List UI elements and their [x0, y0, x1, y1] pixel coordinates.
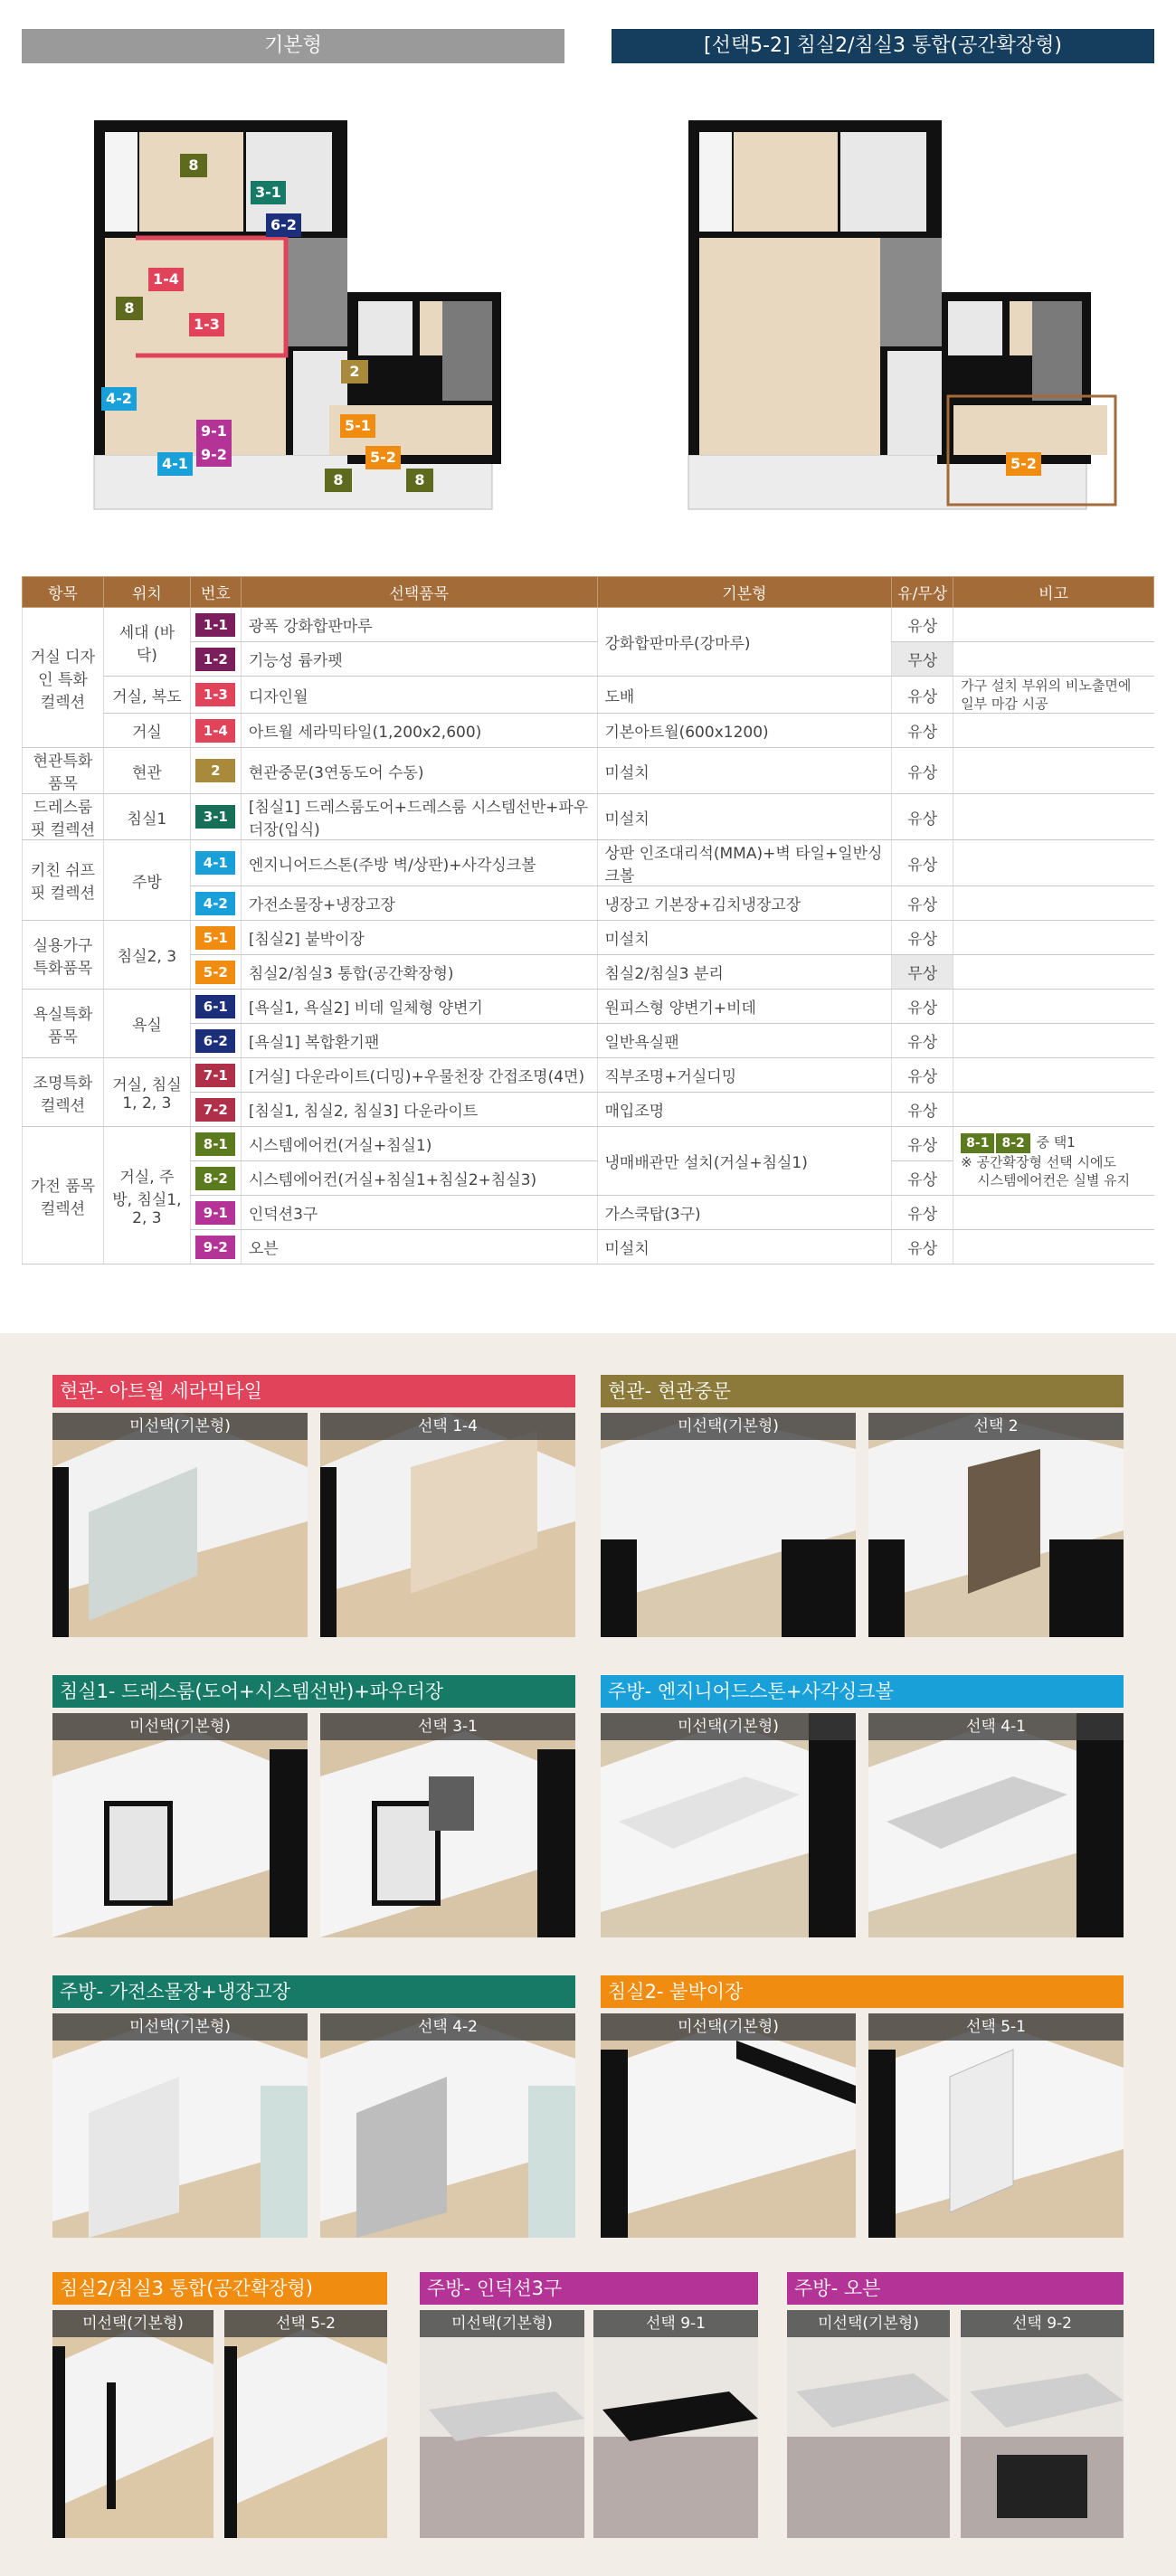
table-header-row	[23, 577, 1154, 608]
option-badge: 3-1	[195, 805, 235, 829]
plan-tag-8d: 8	[406, 469, 433, 492]
table-row	[23, 748, 1154, 794]
render-label: 선택 4-2	[320, 2013, 575, 2041]
table-row	[23, 990, 1154, 1024]
table-row	[23, 1058, 1154, 1093]
render-label: 선택 5-1	[868, 2013, 1124, 2041]
fee-cell: 유상	[892, 714, 953, 748]
table-row	[23, 1230, 1154, 1264]
render-before	[787, 2310, 950, 2538]
location-cell: 거실, 침실1, 2, 3	[103, 1058, 190, 1127]
item-cell: 현관중문(3연동도어 수동)	[241, 748, 597, 794]
item-cell: 시스템에어컨(거실+침실1)	[241, 1127, 597, 1161]
panel-artwall	[52, 1375, 575, 1637]
note-cell	[953, 1058, 1154, 1093]
item-cell: 엔지니어드스톤(주방 벽/상판)+사각싱크볼	[241, 840, 597, 886]
option-badge: 4-1	[195, 851, 235, 875]
note-cell	[953, 955, 1154, 990]
fee-cell: 유상	[892, 921, 953, 955]
note-cell	[953, 642, 1154, 677]
render-after	[224, 2310, 387, 2538]
table-row	[23, 1127, 1154, 1161]
category-cell: 거실 디자인 특화 컬렉션	[23, 608, 104, 748]
item-cell: 디자인월	[241, 677, 597, 714]
location-cell: 거실	[103, 714, 190, 748]
option-badge: 6-1	[195, 995, 235, 1018]
render-label: 선택 9-2	[961, 2310, 1124, 2337]
base-cell: 도배	[597, 677, 892, 714]
item-cell: [욕실1, 욕실2] 비데 일체형 양변기	[241, 990, 597, 1024]
note-cell	[953, 1230, 1154, 1264]
item-cell: 광폭 강화합판마루	[241, 608, 597, 642]
render-label: 미선택(기본형)	[52, 2013, 308, 2041]
fee-cell: 유상	[892, 748, 953, 794]
option-badge: 1-2	[195, 648, 235, 671]
ac-note-line1: 중 택1	[1036, 1133, 1076, 1151]
table-row	[23, 714, 1154, 748]
base-cell: 미설치	[597, 794, 892, 840]
location-cell: 침실2, 3	[103, 921, 190, 990]
fee-cell: 유상	[892, 1093, 953, 1127]
table-row	[23, 794, 1154, 840]
header-fee: 유/무상	[892, 577, 953, 608]
render-label: 미선택(기본형)	[52, 1713, 308, 1740]
header-number: 번호	[190, 577, 241, 608]
item-cell: 인덕션3구	[241, 1196, 597, 1230]
render-label: 미선택(기본형)	[52, 2310, 213, 2337]
base-cell: 강화합판마루(강마루)	[597, 608, 892, 677]
panel-entrance-door	[601, 1375, 1124, 1637]
panel-induction	[420, 2272, 758, 2538]
expanded-floor-plan	[612, 116, 1154, 532]
render-before	[601, 1713, 856, 1937]
plan-tag-9-2: 9-2	[196, 443, 232, 467]
option-badge: 1-1	[195, 613, 235, 637]
table-row	[23, 642, 1154, 677]
render-label: 미선택(기본형)	[787, 2310, 950, 2337]
option-badge: 9-1	[195, 1201, 235, 1225]
render-label: 선택 1-4	[320, 1413, 575, 1440]
table-row	[23, 1024, 1154, 1058]
render-label: 선택 3-1	[320, 1713, 575, 1740]
render-before	[601, 2013, 856, 2238]
basic-plan-title: 기본형	[22, 29, 564, 63]
expanded-plan	[612, 29, 1154, 532]
header-category: 항목	[23, 577, 104, 608]
ac-note-badge-2: 8-2	[996, 1133, 1029, 1153]
render-label: 선택 5-2	[224, 2310, 387, 2337]
note-cell	[953, 886, 1154, 921]
category-cell: 드레스룸 핏 컬렉션	[23, 794, 104, 840]
fee-cell: 유상	[892, 1196, 953, 1230]
plan-tag-5-2: 5-2	[1006, 452, 1041, 476]
base-cell: 미설치	[597, 921, 892, 955]
note-cell	[953, 748, 1154, 794]
render-before	[420, 2310, 584, 2538]
base-cell: 기본아트월(600x1200)	[597, 714, 892, 748]
category-cell: 실용가구 특화품목	[23, 921, 104, 990]
render-label: 미선택(기본형)	[601, 1713, 856, 1740]
plan-tag-1-4: 1-4	[148, 268, 184, 291]
render-before	[601, 1413, 856, 1637]
location-cell: 침실1	[103, 794, 190, 840]
table-row	[23, 1093, 1154, 1127]
render-before	[52, 1413, 308, 1637]
fee-cell: 유상	[892, 840, 953, 886]
location-cell: 거실, 주방, 침실1, 2, 3	[103, 1127, 190, 1264]
expanded-plan-title: [선택5-2] 침실2/침실3 통합(공간확장형)	[612, 29, 1154, 63]
base-cell: 냉장고 기본장+김치냉장고장	[597, 886, 892, 921]
base-cell: 가스쿡탑(3구)	[597, 1196, 892, 1230]
table-row	[23, 921, 1154, 955]
item-cell: 아트월 세라믹타일(1,200x2,600)	[241, 714, 597, 748]
note-cell: 가구 설치 부위의 비노출면에 일부 마감 시공	[953, 677, 1154, 714]
render-after	[320, 1713, 575, 1937]
header-note: 비고	[953, 577, 1154, 608]
render-label: 선택 9-1	[593, 2310, 758, 2337]
basic-plan	[22, 29, 564, 532]
location-cell: 세대 (바닥)	[103, 608, 190, 677]
item-cell: [욕실1] 복합환기팬	[241, 1024, 597, 1058]
category-cell: 현관특화 품목	[23, 748, 104, 794]
note-cell	[953, 714, 1154, 748]
table-row	[23, 1196, 1154, 1230]
table-row	[23, 886, 1154, 921]
item-cell: [침실2] 붙박이장	[241, 921, 597, 955]
render-label: 선택 4-1	[868, 1713, 1124, 1740]
option-badge: 4-2	[195, 892, 235, 915]
base-cell: 원피스형 양변기+비데	[597, 990, 892, 1024]
fee-cell: 유상	[892, 1024, 953, 1058]
base-cell: 매입조명	[597, 1093, 892, 1127]
render-label: 미선택(기본형)	[420, 2310, 584, 2337]
header-location: 위치	[103, 577, 190, 608]
panel-bedroom-merge	[52, 2272, 387, 2538]
plan-tag-4-2: 4-2	[101, 387, 137, 411]
panel-title: 주방- 엔지니어드스톤+사각싱크볼	[601, 1675, 1124, 1708]
item-cell: 침실2/침실3 통합(공간확장형)	[241, 955, 597, 990]
plan-tag-2: 2	[341, 360, 368, 384]
table-row	[23, 608, 1154, 642]
plan-tag-6-2: 6-2	[266, 213, 301, 237]
panel-title: 현관- 아트월 세라믹타일	[52, 1375, 575, 1407]
base-cell: 일반욕실팬	[597, 1024, 892, 1058]
render-label: 미선택(기본형)	[601, 2013, 856, 2041]
note-cell	[953, 921, 1154, 955]
fee-cell: 유상	[892, 677, 953, 714]
option-badge: 8-1	[195, 1132, 235, 1156]
panel-title: 주방- 인덕션3구	[420, 2272, 758, 2305]
fee-cell: 유상	[892, 1127, 953, 1161]
render-after	[868, 1713, 1124, 1937]
plan-tag-8b: 8	[116, 297, 143, 320]
fee-cell: 유상	[892, 886, 953, 921]
note-cell	[953, 1024, 1154, 1058]
fee-cell: 무상	[892, 955, 953, 990]
fee-cell: 유상	[892, 1230, 953, 1264]
item-cell: 시스템에어컨(거실+침실1+침실2+침실3)	[241, 1161, 597, 1196]
render-before	[52, 1713, 308, 1937]
panel-title: 주방- 오븐	[787, 2272, 1124, 2305]
option-badge: 7-1	[195, 1064, 235, 1087]
comparison-section	[0, 1333, 1176, 2576]
floor-plan-drawing	[612, 116, 1154, 532]
panel-dressroom	[52, 1675, 575, 1937]
location-cell: 현관	[103, 748, 190, 794]
panel-title: 주방- 가전소물장+냉장고장	[52, 1975, 575, 2008]
render-after	[868, 2013, 1124, 2238]
base-cell: 미설치	[597, 748, 892, 794]
panel-kitchen-stone	[601, 1675, 1124, 1937]
plan-tag-9-1: 9-1	[196, 420, 232, 443]
render-before	[52, 2013, 308, 2238]
option-badge: 2	[195, 759, 235, 782]
header-item: 선택품목	[241, 577, 597, 608]
note-cell	[953, 1196, 1154, 1230]
item-cell: 오븐	[241, 1230, 597, 1264]
fee-cell: 유상	[892, 1058, 953, 1093]
item-cell: 가전소물장+냉장고장	[241, 886, 597, 921]
panel-title: 현관- 현관중문	[601, 1375, 1124, 1407]
category-cell: 키친 쉬프핏 컬렉션	[23, 840, 104, 921]
base-cell: 직부조명+거실디밍	[597, 1058, 892, 1093]
render-after	[320, 2013, 575, 2238]
base-cell: 미설치	[597, 1230, 892, 1264]
render-label: 미선택(기본형)	[52, 1413, 308, 1440]
note-cell	[953, 840, 1154, 886]
floor-plan-drawing	[22, 116, 564, 532]
option-badge: 6-2	[195, 1029, 235, 1053]
location-cell: 욕실	[103, 990, 190, 1058]
panel-bedroom2-closet	[601, 1975, 1124, 2238]
category-cell: 조명특화 컬렉션	[23, 1058, 104, 1127]
ac-note-line2: ※ 공간확장형 선택 시에도	[961, 1153, 1116, 1170]
plan-tag-8c: 8	[325, 469, 352, 492]
render-after	[593, 2310, 758, 2538]
option-badge: 5-1	[195, 926, 235, 950]
note-cell	[953, 990, 1154, 1024]
base-cell: 냉매배관만 설치(거실+침실1)	[597, 1127, 892, 1196]
fee-cell: 유상	[892, 794, 953, 840]
render-label: 미선택(기본형)	[601, 1413, 856, 1440]
item-cell: [침실1] 드레스룸도어+드레스룸 시스템선반+파우더장(입식)	[241, 794, 597, 840]
location-cell: 주방	[103, 840, 190, 921]
item-cell: [침실1, 침실2, 침실3] 다운라이트	[241, 1093, 597, 1127]
plan-tag-4-1: 4-1	[157, 452, 193, 476]
option-badge: 5-2	[195, 961, 235, 984]
base-cell: 상판 인조대리석(MMA)+벽 타일+일반싱크볼	[597, 840, 892, 886]
render-before	[52, 2310, 213, 2538]
render-after	[961, 2310, 1124, 2538]
category-cell: 가전 품목 컬렉션	[23, 1127, 104, 1264]
note-cell	[953, 608, 1154, 642]
fee-cell: 유상	[892, 1161, 953, 1196]
note-cell	[953, 1093, 1154, 1127]
plan-tag-8a: 8	[180, 154, 207, 177]
render-label: 선택 2	[868, 1413, 1124, 1440]
fee-cell: 무상	[892, 642, 953, 677]
note-cell	[953, 794, 1154, 840]
plan-tag-1-3: 1-3	[189, 313, 224, 336]
option-badge: 9-2	[195, 1236, 235, 1259]
options-table	[22, 576, 1154, 1264]
ac-note-cell	[953, 1127, 1154, 1196]
panel-title: 침실2- 붙박이장	[601, 1975, 1124, 2008]
panel-title: 침실2/침실3 통합(공간확장형)	[52, 2272, 387, 2305]
plan-tag-3-1: 3-1	[251, 181, 286, 204]
table-row	[23, 955, 1154, 990]
option-badge: 8-2	[195, 1167, 235, 1190]
panel-kitchen-cabinet	[52, 1975, 575, 2238]
render-after	[320, 1413, 575, 1637]
ac-note-badge-1: 8-1	[961, 1133, 994, 1153]
plan-tag-5-1: 5-1	[340, 414, 375, 438]
option-badge: 1-3	[195, 683, 235, 706]
render-after	[868, 1413, 1124, 1637]
location-cell: 거실, 복도	[103, 677, 190, 714]
ac-note-line3: 시스템에어컨은 실별 유지	[977, 1171, 1131, 1189]
option-badge: 7-2	[195, 1098, 235, 1122]
category-cell: 욕실특화 품목	[23, 990, 104, 1058]
basic-floor-plan	[22, 116, 564, 532]
option-badge: 1-4	[195, 719, 235, 743]
fee-cell: 유상	[892, 990, 953, 1024]
fee-cell: 유상	[892, 608, 953, 642]
panel-title: 침실1- 드레스룸(도어+시스템선반)+파우더장	[52, 1675, 575, 1708]
table-row	[23, 840, 1154, 886]
plan-tag-5-2: 5-2	[365, 446, 401, 469]
panel-oven	[787, 2272, 1124, 2538]
header-base: 기본형	[597, 577, 892, 608]
item-cell: [거실] 다운라이트(디밍)+우물천장 간접조명(4면)	[241, 1058, 597, 1093]
item-cell: 기능성 륨카펫	[241, 642, 597, 677]
table-row	[23, 677, 1154, 714]
base-cell: 침실2/침실3 분리	[597, 955, 892, 990]
